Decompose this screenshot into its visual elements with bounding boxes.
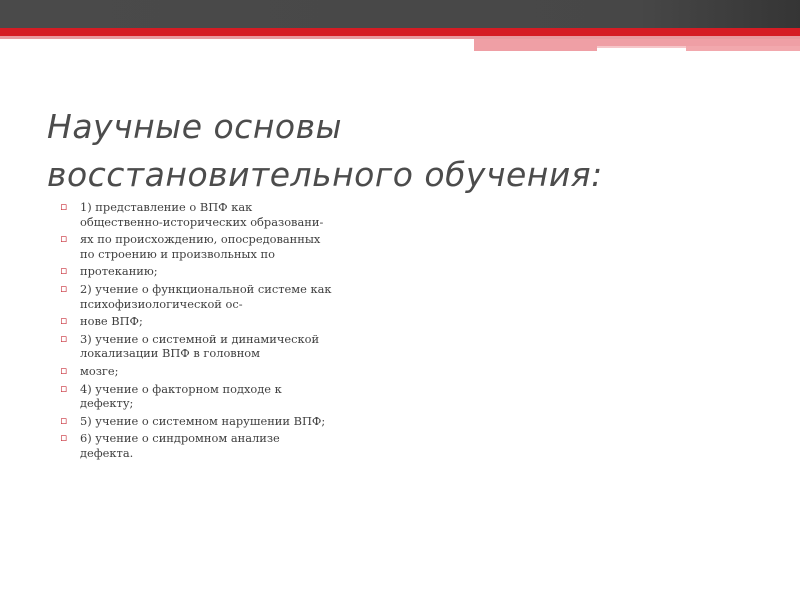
bullet-list <box>58 200 418 464</box>
list-item-line: протеканию; <box>80 264 158 279</box>
header-pink-accent <box>474 39 800 46</box>
bullet-icon: ▫ <box>60 331 68 345</box>
list-item-line: психофизиологической ос- <box>80 296 243 311</box>
list-item-line: нове ВПФ; <box>80 314 143 329</box>
list-item <box>58 200 418 229</box>
list-item-line: 5) учение о системном нарушении ВПФ; <box>80 413 326 428</box>
header-pink-accent-right <box>686 46 800 51</box>
list-item-line: 1) представление о ВПФ как <box>80 200 253 214</box>
bullet-icon: ▫ <box>60 200 68 213</box>
list-item <box>58 414 418 429</box>
list-item-line: 4) учение о факторном подходе к <box>80 381 282 396</box>
slide-title <box>47 103 767 199</box>
bullet-icon: ▫ <box>60 381 68 395</box>
bullet-icon: ▫ <box>60 264 68 278</box>
bullet-icon: ▫ <box>60 363 68 377</box>
list-item <box>58 431 418 460</box>
list-item <box>58 332 418 361</box>
list-item <box>58 314 418 329</box>
header-pink-accent-small <box>474 46 597 51</box>
list-item-line: локализации ВПФ в головном <box>80 346 261 361</box>
list-item <box>58 232 418 261</box>
list-item <box>58 282 418 311</box>
list-item <box>58 264 418 279</box>
bullet-icon: ▫ <box>60 413 68 427</box>
list-item-line: дефекту; <box>80 396 134 411</box>
list-item-line: 6) учение о синдромном анализе <box>80 431 280 446</box>
slide-title-line-2: восстановительного обучения: <box>47 155 603 194</box>
header-dark-bar <box>0 0 800 28</box>
header-pink-accent-thin <box>597 46 686 48</box>
bullet-icon: ▫ <box>60 281 68 295</box>
bullet-icon: ▫ <box>60 431 68 445</box>
list-item-line: ях по происхождению, опосредованных <box>80 232 321 247</box>
bullet-icon: ▫ <box>60 232 68 246</box>
list-item-line: 2) учение о функциональной системе как <box>80 281 332 296</box>
list-item <box>58 382 418 411</box>
header-red-bar <box>0 28 800 36</box>
list-item-line: 3) учение о системной и динамической <box>80 331 320 346</box>
list-item-line: общественно-исторических образовани- <box>80 214 324 229</box>
list-item <box>58 364 418 379</box>
list-item-line: мозге; <box>80 363 119 378</box>
bullet-icon: ▫ <box>60 314 68 328</box>
slide-title-line-1: Научные основы <box>47 107 343 146</box>
list-item-line: по строению и произвольных по <box>80 246 275 261</box>
list-item-line: дефекта. <box>80 445 134 460</box>
